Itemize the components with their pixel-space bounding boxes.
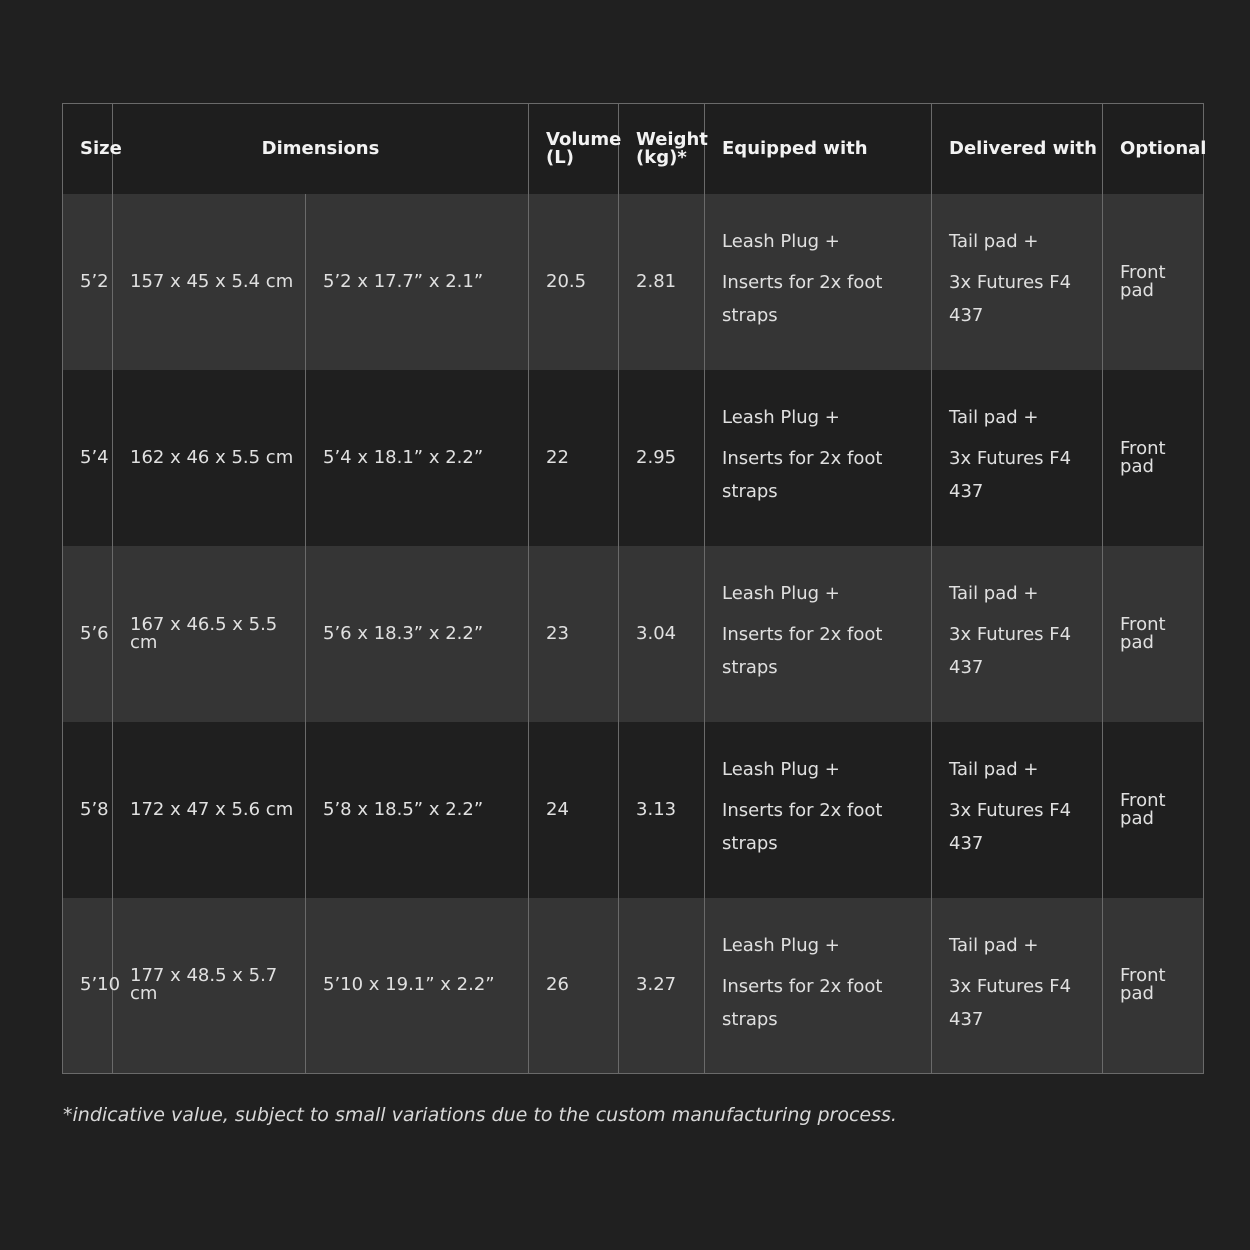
table-row	[63, 722, 1204, 898]
equipped-line-1: Leash Plug +	[722, 759, 840, 780]
cell-optional: Front pad	[1103, 898, 1204, 1074]
equipped-line-1: Leash Plug +	[722, 934, 840, 956]
cell-equipped	[705, 546, 932, 722]
table-row	[63, 898, 1204, 1074]
header-volume-line1: Volume	[546, 128, 622, 150]
equipped-line-2: Inserts for 2x foot straps	[722, 272, 883, 326]
equipped-line-1: Leash Plug +	[722, 583, 840, 604]
header-weight-line2: (kg)*	[636, 146, 687, 168]
cell-weight: 3.27	[619, 898, 705, 1074]
header-dimensions: Dimensions	[113, 104, 529, 194]
cell-optional: Front pad	[1103, 194, 1204, 370]
cell-size: 5’2	[63, 194, 113, 370]
table-row	[63, 194, 1204, 370]
cell-size: 5’6	[63, 546, 113, 722]
cell-equipped	[705, 194, 932, 370]
header-delivered: Delivered with	[932, 104, 1103, 194]
cell-size: 5’4	[63, 370, 113, 546]
delivered-line-1: Tail pad +	[949, 583, 1039, 604]
cell-weight: 3.04	[619, 546, 705, 722]
cell-weight: 2.95	[619, 370, 705, 546]
cell-weight: 3.13	[619, 722, 705, 898]
cell-size: 5’8	[63, 722, 113, 898]
cell-weight: 2.81	[619, 194, 705, 370]
cell-equipped	[705, 722, 932, 898]
cell-dimensions-in: 5’6 x 18.3” x 2.2”	[306, 546, 529, 722]
cell-dimensions-cm: 172 x 47 x 5.6 cm	[113, 722, 306, 898]
footnote: *indicative value, subject to small variations due to the custom manufacturing process.	[63, 1104, 897, 1126]
equipped-line-1: Leash Plug +	[722, 231, 840, 252]
header-volume	[529, 104, 622, 194]
cell-optional: Front pad	[1103, 546, 1204, 722]
delivered-line-2: 3x Futures F4 437	[949, 975, 1072, 1030]
cell-equipped	[705, 370, 932, 546]
cell-volume: 20.5	[529, 194, 619, 370]
header-weight-line1: Weight	[636, 128, 708, 150]
cell-dimensions-cm: 162 x 46 x 5.5 cm	[113, 370, 306, 546]
header-volume-line2: (L)	[546, 146, 574, 168]
delivered-line-1: Tail pad +	[949, 934, 1039, 956]
cell-delivered	[932, 370, 1103, 546]
cell-delivered	[932, 194, 1103, 370]
cell-volume: 24	[529, 722, 619, 898]
delivered-line-1: Tail pad +	[949, 231, 1039, 252]
delivered-line-2: 3x Futures F4 437	[949, 448, 1072, 502]
table-header-row	[63, 104, 1204, 194]
table-row	[63, 370, 1204, 546]
cell-volume: 22	[529, 370, 619, 546]
header-size: Size	[63, 104, 113, 194]
cell-size: 5’10	[63, 898, 113, 1074]
header-equipped: Equipped with	[705, 104, 932, 194]
equipped-line-1: Leash Plug +	[722, 407, 840, 428]
cell-delivered	[932, 898, 1103, 1074]
delivered-line-2: 3x Futures F4 437	[949, 800, 1072, 854]
delivered-line-1: Tail pad +	[949, 759, 1039, 780]
cell-equipped	[705, 898, 932, 1074]
equipped-line-2: Inserts for 2x foot straps	[722, 624, 883, 678]
cell-dimensions-in: 5’10 x 19.1” x 2.2”	[306, 898, 529, 1074]
delivered-line-1: Tail pad +	[949, 407, 1039, 428]
equipped-line-2: Inserts for 2x foot straps	[722, 800, 883, 854]
header-weight	[619, 104, 708, 194]
table-row	[63, 546, 1204, 722]
cell-dimensions-in: 5’8 x 18.5” x 2.2”	[306, 722, 529, 898]
cell-dimensions-in: 5’2 x 17.7” x 2.1”	[306, 194, 529, 370]
specs-table	[62, 103, 1207, 1074]
cell-optional: Front pad	[1103, 370, 1204, 546]
cell-dimensions-in: 5’4 x 18.1” x 2.2”	[306, 370, 529, 546]
equipped-line-2: Inserts for 2x foot straps	[722, 975, 883, 1030]
header-optional: Optional	[1103, 104, 1204, 194]
cell-volume: 26	[529, 898, 619, 1074]
cell-dimensions-cm: 167 x 46.5 x 5.5 cm	[113, 546, 306, 722]
cell-optional: Front pad	[1103, 722, 1204, 898]
equipped-line-2: Inserts for 2x foot straps	[722, 448, 883, 502]
cell-delivered	[932, 546, 1103, 722]
cell-dimensions-cm: 157 x 45 x 5.4 cm	[113, 194, 306, 370]
delivered-line-2: 3x Futures F4 437	[949, 272, 1072, 326]
cell-delivered	[932, 722, 1103, 898]
cell-dimensions-cm: 177 x 48.5 x 5.7 cm	[113, 898, 306, 1074]
cell-volume: 23	[529, 546, 619, 722]
delivered-line-2: 3x Futures F4 437	[949, 624, 1072, 678]
